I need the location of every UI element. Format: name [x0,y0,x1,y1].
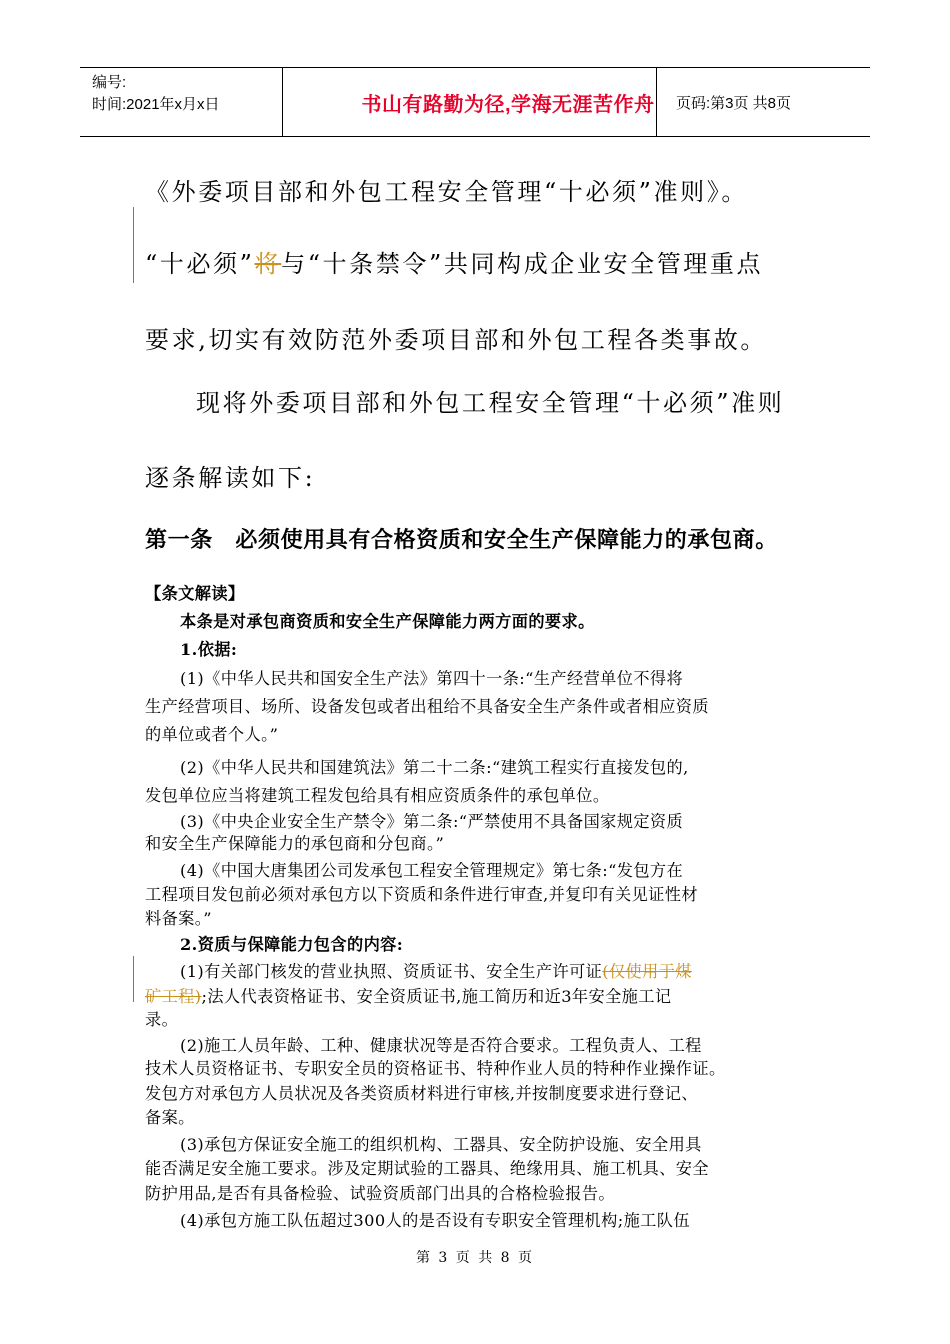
text-line: (3)承包方保证安全施工的组织机构、工器具、安全防护设施、安全用具 [180,1135,702,1154]
text-line: (4)承包方施工队伍超过300人的是否设有专职安全管理机构;施工队伍 [180,1211,690,1230]
paragraph-line: 要求,切实有效防范外委项目部和外包工程各类事故。 [145,326,768,354]
text-line: (4)《中国大唐集团公司发承包工程安全管理规定》第七条:“发包方在 [180,861,684,880]
text-line [145,983,671,1007]
text-run: 与“十条禁令”共同构成企业安全管理重点 [281,250,764,278]
paragraph-line: 逐条解读如下: [145,464,316,492]
text-run: “十必须” [145,250,255,278]
basis-label: 1.依据: [180,640,238,659]
article-title: 第一条 必须使用具有合格资质和安全生产保障能力的承包商。 [145,527,778,553]
header-page-number: 页码:第3页 共8页 [676,95,792,112]
deleted-text: 矿工程) [145,987,202,1006]
content-label: 2.资质与保障能力包含的内容: [180,935,404,954]
header-motto: 书山有路勤为径,学海无涯苦作舟 [361,94,655,116]
text-line: 发包方对承包方人员状况及各类资质材料进行审核,并按制度要求进行登记、 [145,1084,698,1103]
text-line: 工程项目发包前必须对承包方以下资质和条件进行审查,并复印有关见证性材 [145,885,698,904]
document-date: 时间:2021年x月x日 [92,96,220,113]
text-run: (1)有关部门核发的营业执照、资质证书、安全生产许可证 [180,962,603,981]
revision-bar [133,956,134,1002]
paragraph-line [145,244,763,279]
paragraph-line: 《外委项目部和外包工程安全管理“十必须”准则》。 [145,178,748,206]
text-line: (1)《中华人民共和国安全生产法》第四十一条:“生产经营单位不得将 [180,669,684,688]
text-line: 和安全生产保障能力的承包商和分包商。” [145,834,445,853]
page-header [80,67,870,137]
text-line: 能否满足安全施工要求。涉及定期试验的工器具、绝缘用具、施工机具、安全 [145,1159,709,1178]
text-line: 录。 [145,1010,179,1029]
section-label: 【条文解读】 [145,584,245,603]
text-line: (2)施工人员年龄、工种、健康状况等是否符合要求。工程负责人、工程 [180,1036,702,1055]
paragraph-line: 现将外委项目部和外包工程安全管理“十必须”准则 [196,389,785,417]
text-line: 技术人员资格证书、专职安全员的资格证书、特种作业人员的特种作业操作证。 [145,1059,726,1078]
text-run: ;法人代表资格证书、安全资质证书,施工简历和近3年安全施工记 [201,987,672,1006]
text-line: (3)《中央企业安全生产禁令》第二条:“严禁使用不具备国家规定资质 [180,812,684,831]
text-line: 备案。 [145,1108,195,1127]
text-line: (2)《中华人民共和国建筑法》第二十二条:“建筑工程实行直接发包的, [180,758,689,777]
header-left [92,72,220,116]
text-line [180,958,692,982]
text-line: 防护用品,是否有具备检验、试验资质部门出具的合格检验报告。 [145,1184,615,1203]
revision-bar [133,207,134,283]
text-line: 发包单位应当将建筑工程发包给具有相应资质条件的承包单位。 [145,786,610,805]
text-line: 生产经营项目、场所、设备发包或者出租给不具备安全生产条件或者相应资质 [145,697,709,716]
document-number-label: 编号: [92,74,127,91]
intro-line: 本条是对承包商资质和安全生产保障能力两方面的要求。 [180,612,595,631]
text-line: 的单位或者个人。” [145,725,279,744]
text-line: 料备案。” [145,909,212,928]
deleted-text: (仅使用于煤 [602,962,692,981]
deleted-text: 将 [254,250,282,278]
page-footer: 第 3 页 共 8 页 [415,1250,535,1266]
